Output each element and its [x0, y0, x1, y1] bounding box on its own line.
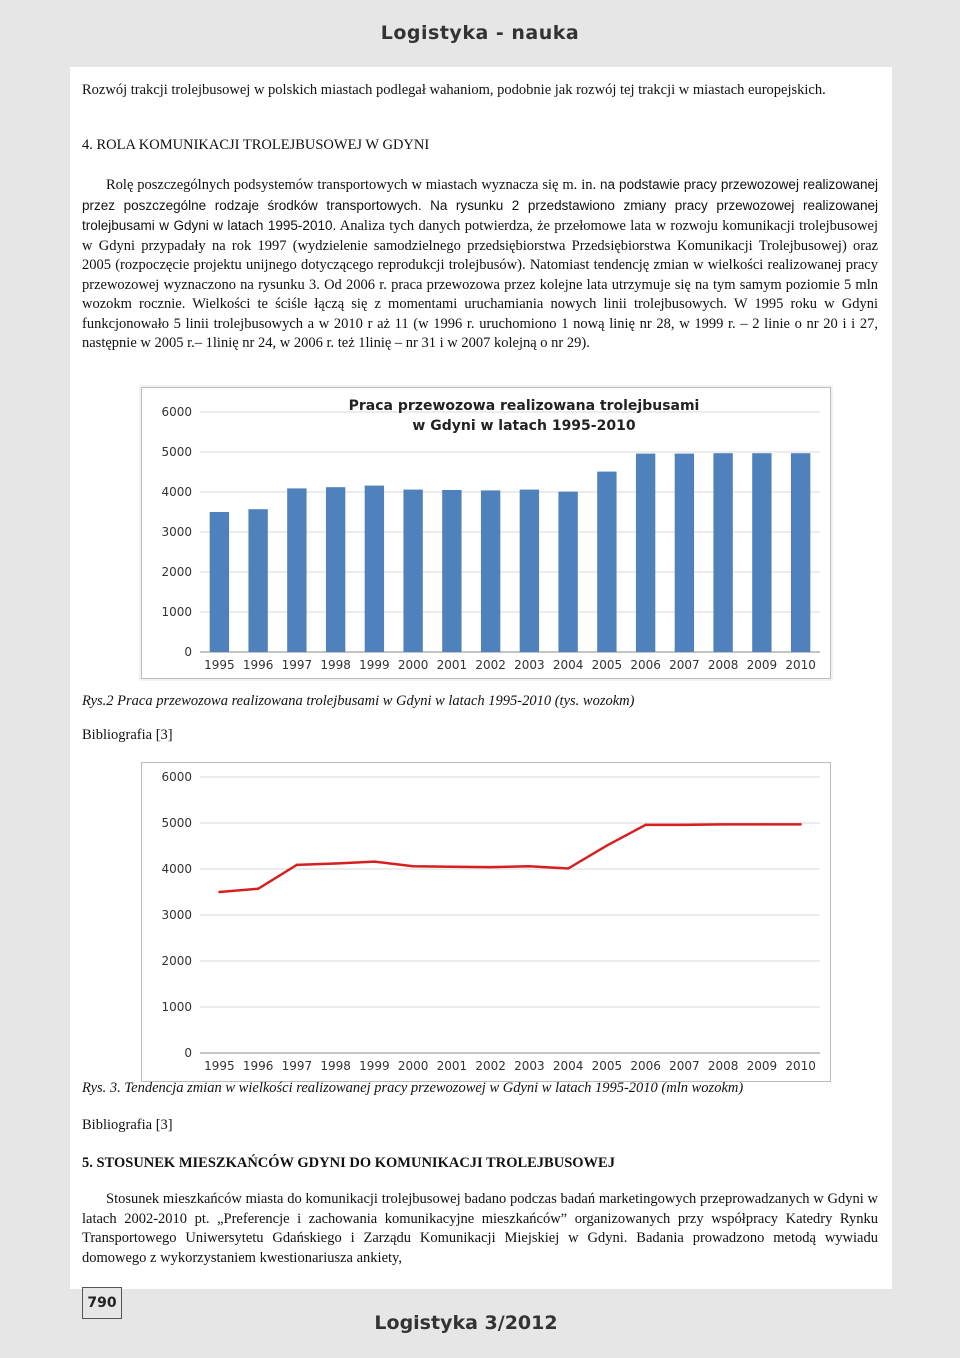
section-5-heading: 5. STOSUNEK MIESZKAŃCÓW GDYNI DO KOMUNIKACJI TROLEJBUSOWEJ	[82, 1155, 615, 1171]
bar	[365, 486, 384, 652]
page-number: 790	[82, 1287, 122, 1319]
x-tick-label: 1999	[359, 658, 390, 672]
figure-2-bar-chart	[141, 387, 831, 679]
x-tick-label: 2001	[436, 1059, 468, 1073]
x-tick-label: 2002	[475, 1059, 506, 1073]
x-tick-label: 2005	[591, 658, 623, 672]
x-tick-label: 1995	[204, 1059, 235, 1073]
x-tick-label: 2010	[785, 1059, 816, 1073]
paragraph-section-5: Stosunek mieszkańców miasta do komunikacji trolejbusowej badano podczas badań marketingowych przeprowadzanych w Gdyni w latach 2002-2010 pt. „Preferencje i zachowania komunikacyjne mieszkańców” organizowanych przy współpracy Katedry Rynku Transportowego Uniwersytetu Gdańskiego i Zarządu Komunikacji Miejskiej w Gdyni. Badania prowadzono metodą wywiadu domowego z wykorzystaniem kwestionariusza ankiety,	[82, 1191, 878, 1266]
y-tick-label: 6000	[161, 770, 192, 784]
bar	[675, 454, 694, 652]
bar	[713, 453, 732, 652]
x-tick-label: 2002	[475, 658, 506, 672]
x-tick-label: 2000	[397, 658, 429, 672]
line-chart-svg	[142, 763, 830, 1081]
bar	[326, 487, 345, 652]
chart-title-line-2: w Gdyni w latach 1995-2010	[412, 418, 636, 434]
x-tick-label: 2006	[630, 1059, 661, 1073]
paragraph-section-4	[82, 175, 878, 354]
series-line	[219, 824, 800, 892]
data-point	[761, 823, 763, 825]
x-tick-label: 2008	[707, 1059, 739, 1073]
x-tick-label: 1996	[242, 658, 274, 672]
paragraph-intro: Rozwój trakcji trolejbusowej w polskich miastach podlegał wahaniom, podobnie jak rozwój tej trakcji w miastach europejskich.	[82, 82, 826, 98]
y-tick-label: 3000	[161, 908, 192, 922]
x-tick-label: 1996	[242, 1059, 274, 1073]
x-tick-label: 1995	[204, 658, 235, 672]
y-tick-label: 1000	[161, 1000, 192, 1014]
y-tick-label: 3000	[161, 525, 192, 539]
y-tick-label: 4000	[161, 485, 192, 499]
data-point	[296, 864, 298, 866]
x-tick-label: 2003	[514, 658, 545, 672]
data-point	[644, 824, 646, 826]
page-content	[70, 67, 892, 1289]
data-point	[606, 844, 608, 846]
running-header: Logistyka - nauka	[380, 22, 580, 44]
bar	[210, 512, 229, 652]
figure-3-bibliography: Bibliografia [3]	[82, 1117, 173, 1133]
x-tick-label: 2003	[514, 1059, 545, 1073]
data-point	[334, 862, 336, 864]
data-point	[528, 865, 530, 867]
x-tick-label: 1998	[320, 1059, 351, 1073]
figure-3-caption: Rys. 3. Tendencja zmian w wielkości realizowanej pracy przewozowej w Gdyni w latach 1995-2010 (mln wozokm)	[82, 1080, 744, 1096]
x-tick-label: 2004	[552, 1059, 584, 1073]
section-4-heading	[82, 137, 878, 154]
x-tick-label: 2000	[397, 1059, 429, 1073]
bar	[752, 453, 771, 652]
y-tick-label: 1000	[161, 605, 192, 619]
y-tick-label: 5000	[161, 445, 192, 459]
x-tick-label: 2001	[436, 658, 468, 672]
x-tick-label: 2006	[630, 658, 661, 672]
bar	[442, 490, 461, 652]
data-point	[257, 888, 259, 890]
chart-title-line-1: Praca przewozowa realizowana trolejbusami	[348, 398, 700, 414]
data-point	[451, 866, 453, 868]
bar	[636, 454, 655, 652]
x-tick-label: 2008	[707, 658, 739, 672]
paragraph-section-4-a: Rolę poszczególnych podsystemów transportowych w miastach wyznacza się m. in.	[106, 177, 597, 193]
y-tick-label: 2000	[161, 954, 192, 968]
data-point	[373, 860, 375, 862]
x-tick-label: 1998	[320, 658, 351, 672]
y-tick-label: 0	[184, 645, 192, 659]
data-point	[489, 866, 491, 868]
figure-3-line-chart	[141, 762, 831, 1082]
x-tick-label: 2009	[746, 658, 778, 672]
paragraph-section-4-b: na podstawie pracy przewozowej realizowanej przez poszczególne rodzaje środków transportowych.	[82, 177, 879, 213]
bar	[520, 490, 539, 652]
data-point	[722, 823, 724, 825]
section-4-text: 4. ROLA KOMUNIKACJI TROLEJBUSOWEJ W GDYNI	[82, 137, 430, 153]
x-tick-label: 2007	[669, 1059, 700, 1073]
running-footer: Logistyka 3/2012	[374, 1312, 558, 1334]
x-tick-label: 1997	[281, 658, 313, 672]
bar	[248, 509, 267, 652]
x-tick-label: 1999	[359, 1059, 390, 1073]
bar	[597, 472, 616, 652]
bar-chart-svg	[142, 388, 830, 678]
bar	[481, 490, 500, 652]
y-tick-label: 0	[184, 1046, 192, 1060]
data-point	[799, 823, 801, 825]
bar	[791, 453, 810, 652]
figure-2-bibliography: Bibliografia [3]	[82, 727, 173, 743]
y-tick-label: 4000	[161, 862, 192, 876]
x-tick-label: 2009	[746, 1059, 778, 1073]
y-tick-label: 6000	[161, 405, 192, 419]
paragraph-section-4-c: Na rysunku 2 przedstawiono zmiany pracy przewozowej realizowanej trolejbusami w Gdyni w latach 1995-2010.	[82, 197, 878, 233]
bar	[558, 492, 577, 652]
x-tick-label: 1997	[281, 1059, 313, 1073]
x-tick-label: 2007	[669, 658, 700, 672]
x-tick-label: 2005	[591, 1059, 623, 1073]
y-tick-label: 2000	[161, 565, 192, 579]
bar	[287, 488, 306, 652]
bar	[403, 490, 422, 652]
paragraph-section-4-d: Analiza tych danych potwierdza, że przełomowe lata w rozwoju komunikacji trolejbusowej w Gdyni przypadały na rok 1997 (wydzielenie samodzielnego przedsiębiorstwa Przedsiębiorstwa Komunikacji Trolejbusowej) oraz 2005 (rozpoczęcie projektu unijnego dotyczącego reprodukcji trolejbusów). Natomiast tendencję zmian w wielkości realizowanej pracy przewozowej wyznaczono na rysunku 3. Od 2006 r. praca przewozowa przez kolejne lata utrzymuje się na tym samym poziomie 5 mln wozokm rocznie. Wielkości te ściśle łączą się z momentami uruchamiania nowych linii trolejbusowych. W 1995 roku w Gdyni funkcjonowało 5 linii trolejbusowych a w 2010 r aż 11 (w 1996 r. uruchomiono 1 nową linię nr 28, w 1999 r. – 2 linie o nr 20 i i 27, następnie w 2005 r.– 1linię nr 24, w 2006 r. też 1linię – nr 31 i w 2007 kolejną o nr 29).	[82, 218, 879, 351]
data-point	[683, 824, 685, 826]
x-tick-label: 2010	[785, 658, 816, 672]
y-tick-label: 5000	[161, 816, 192, 830]
data-point	[412, 865, 414, 867]
x-tick-label: 2004	[552, 658, 584, 672]
data-point	[567, 867, 569, 869]
figure-2-caption: Rys.2 Praca przewozowa realizowana trolejbusami w Gdyni w latach 1995-2010 (tys. wozokm)	[82, 693, 635, 709]
data-point	[218, 891, 220, 893]
